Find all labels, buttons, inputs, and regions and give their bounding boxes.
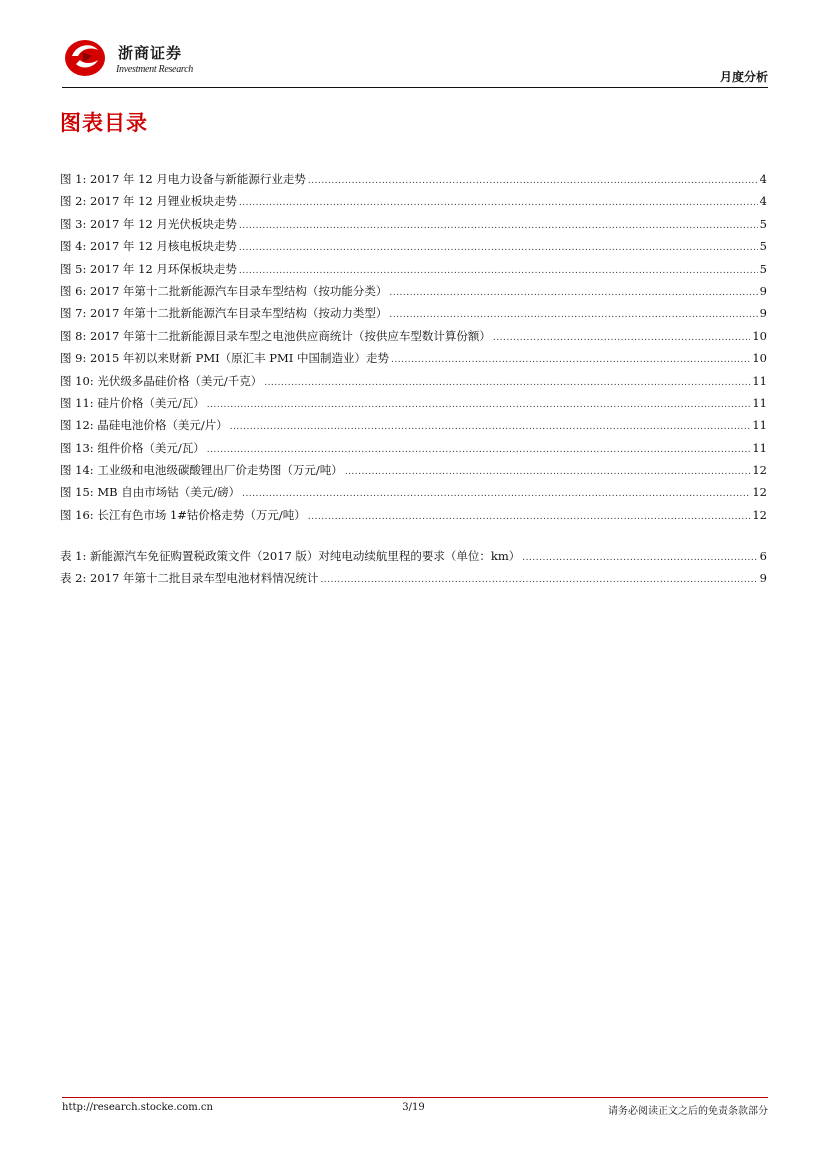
dot-leader — [389, 304, 757, 326]
figure-entry-page: 4 — [759, 172, 767, 186]
table-entry[interactable] — [60, 567, 767, 589]
figure-entry-page: 10 — [752, 328, 767, 343]
figure-entry[interactable] — [60, 392, 767, 414]
table-list — [60, 545, 767, 590]
figure-entry-page: 4 — [759, 194, 767, 209]
dot-leader — [264, 372, 750, 394]
figure-entry-label: 图 12: 晶硅电池价格（美元/片） — [60, 418, 228, 433]
dot-leader — [239, 260, 758, 282]
figure-entry-page: 10 — [752, 351, 767, 366]
figure-entry[interactable] — [60, 347, 767, 369]
figure-entry[interactable] — [60, 280, 767, 302]
figure-entry-label: 图 3: 2017 年 12 月光伏板块走势 — [60, 216, 237, 231]
figure-entry-page: 9 — [759, 306, 767, 321]
figure-entry-page: 12 — [752, 485, 767, 500]
dot-leader — [308, 170, 758, 192]
figure-entry-label: 图 15: MB 自由市场钴（美元/磅） — [60, 485, 241, 500]
header-divider — [62, 87, 768, 88]
dot-leader — [239, 237, 758, 259]
figure-entry-page: 11 — [752, 373, 767, 388]
company-logo-icon — [62, 36, 108, 78]
figure-entry-page: 11 — [752, 395, 767, 410]
table-entry-label: 表 1: 新能源汽车免征购置税政策文件（2017 版）对纯电动续航里程的要求（单位：km） — [60, 549, 521, 563]
figure-entry-page: 9 — [759, 283, 767, 298]
dot-leader — [239, 192, 758, 214]
dot-leader — [493, 327, 750, 349]
figure-entry-label: 图 16: 长江有色市场 1#钴价格走势（万元/吨） — [60, 507, 306, 522]
dot-leader — [239, 215, 758, 237]
dot-leader — [522, 547, 757, 569]
dot-leader — [207, 439, 751, 461]
page-header — [62, 36, 768, 88]
figure-entry-label: 图 2: 2017 年 12 月锂业板块走势 — [60, 194, 237, 209]
dot-leader — [230, 416, 751, 438]
page-number: 3/19 — [402, 1102, 425, 1113]
company-name-cn: 浙商证券 — [118, 44, 183, 62]
figure-entry-label: 图 6: 2017 年第十二批新能源汽车目录车型结构（按功能分类） — [60, 283, 388, 298]
figure-entry[interactable] — [60, 370, 767, 392]
table-entry-page: 9 — [759, 571, 767, 586]
figure-entry[interactable] — [60, 258, 767, 280]
table-entry-page: 6 — [759, 549, 767, 563]
figure-entry-label: 图 1: 2017 年 12 月电力设备与新能源行业走势 — [60, 172, 306, 186]
figure-entry[interactable] — [60, 437, 767, 459]
figure-entry[interactable] — [60, 325, 767, 347]
figure-entry[interactable] — [60, 481, 767, 503]
figure-entry-label: 图 7: 2017 年第十二批新能源汽车目录车型结构（按动力类型） — [60, 306, 388, 321]
figure-entry-page: 12 — [752, 463, 767, 478]
footer-disclaimer: 请务必阅读正文之后的免责条款部分 — [608, 1106, 768, 1117]
footer-divider — [62, 1097, 768, 1098]
figure-entry-label: 图 13: 组件价格（美元/瓦） — [60, 440, 205, 455]
dot-leader — [389, 282, 757, 304]
figure-entry[interactable] — [60, 414, 767, 436]
figure-entry-label: 图 4: 2017 年 12 月核电板块走势 — [60, 239, 237, 254]
figure-list — [60, 168, 767, 526]
figure-entry[interactable] — [60, 168, 767, 190]
figure-entry-label: 图 10: 光伏级多晶硅价格（美元/千克） — [60, 373, 263, 388]
figure-entry-page: 11 — [752, 440, 767, 455]
figure-entry-label: 图 8: 2017 年第十二批新能源目录车型之电池供应商统计（按供应车型数计算份额） — [60, 328, 491, 343]
figure-entry[interactable] — [60, 190, 767, 212]
figure-entry-page: 5 — [759, 239, 767, 254]
dot-leader — [207, 394, 751, 416]
dot-leader — [345, 461, 751, 483]
figure-entry[interactable] — [60, 235, 767, 257]
figure-entry-page: 5 — [759, 261, 767, 276]
figure-entry-label: 图 9: 2015 年初以来财新 PMI（原汇丰 PMI 中国制造业）走势 — [60, 351, 389, 366]
company-name-en: Investment Research — [116, 64, 193, 75]
figure-entry-label: 图 11: 硅片价格（美元/瓦） — [60, 395, 205, 410]
footer-url[interactable]: http://research.stocke.com.cn — [62, 1102, 213, 1113]
figure-entry-page: 12 — [752, 507, 767, 522]
toc-title: 图表目录 — [60, 111, 148, 135]
dot-leader — [391, 349, 750, 371]
dot-leader — [242, 483, 750, 505]
figure-entry[interactable] — [60, 504, 767, 526]
figure-entry-page: 11 — [752, 418, 767, 433]
figure-entry-label: 图 14: 工业级和电池级碳酸锂出厂价走势图（万元/吨） — [60, 463, 343, 478]
figure-entry-label: 图 5: 2017 年 12 月环保板块走势 — [60, 261, 237, 276]
dot-leader — [308, 506, 751, 528]
figure-entry[interactable] — [60, 302, 767, 324]
dot-leader — [320, 569, 757, 591]
figure-entry[interactable] — [60, 459, 767, 481]
report-type: 月度分析 — [719, 70, 768, 84]
figure-entry[interactable] — [60, 213, 767, 235]
figure-entry-page: 5 — [759, 216, 767, 231]
table-entry[interactable] — [60, 545, 767, 567]
table-entry-label: 表 2: 2017 年第十二批目录车型电池材料情况统计 — [60, 571, 319, 586]
